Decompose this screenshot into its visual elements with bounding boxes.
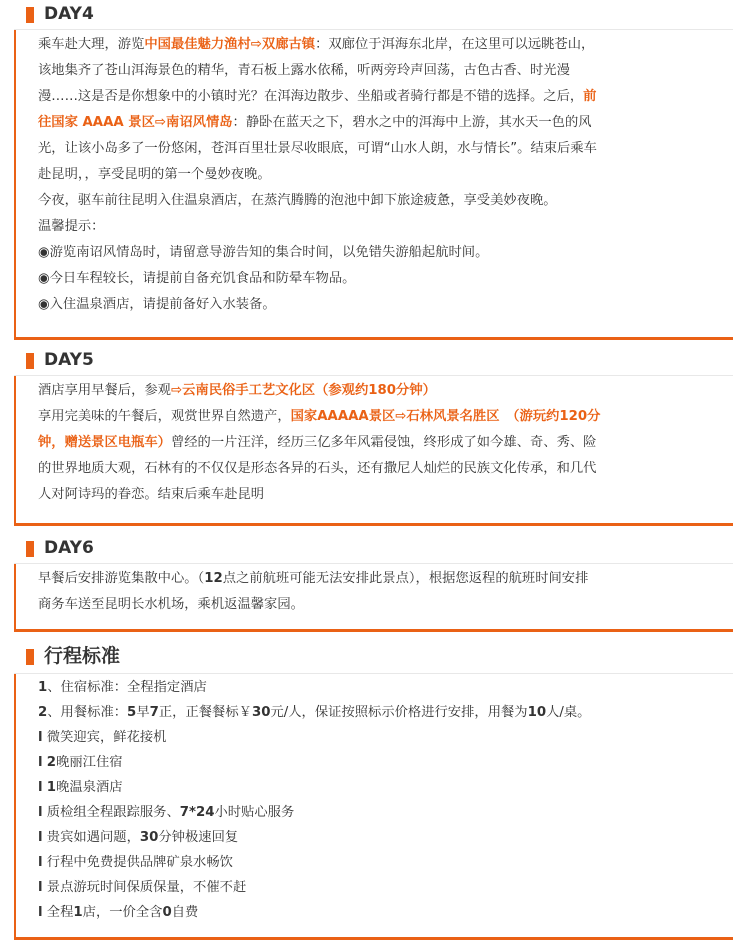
day5-section — [14, 346, 733, 526]
standard-item-9: l 景点游玩时间保质保量，不催不赶 — [38, 880, 247, 895]
day4-line-6: 赴昆明，，享受昆明的第一个曼妙夜晚。 — [38, 167, 271, 182]
day4-tip-1: ◉游览南诏风情岛时，请留意导游告知的集合时间，以免错失游船起航时间。 — [38, 245, 489, 260]
day5-header — [14, 346, 733, 376]
standard-item-10: l 全程1店，一价全含0自费 — [38, 905, 199, 920]
standard-body — [14, 674, 733, 940]
standard-header — [14, 640, 733, 674]
section-marker-icon — [26, 353, 34, 369]
standard-item-7: l 贵宾如遇问题，30分钟极速回复 — [38, 830, 239, 845]
day5-line-1: 酒店享用早餐后，参观⇨云南民俗手工艺文化区（参观约180分钟） — [38, 383, 436, 398]
day5-line-2: 享用完美味的午餐后，观赏世界自然遗产，国家AAAAA景区⇨石林风景名胜区 （游玩约120分 — [38, 409, 601, 424]
standard-title: 行程标准 — [44, 645, 121, 667]
day5-line-3: 钟，赠送景区电瓶车）曾经的一片汪洋，经历三亿多年风霜侵蚀，终形成了如今雄、奇、秀、险 — [38, 435, 597, 450]
day4-line-1: 乘车赴大理，游览中国最佳魅力渔村⇨双廊古镇：双廊位于洱海东北岸，在这里可以远眺苍山， — [38, 37, 595, 52]
section-marker-icon — [26, 649, 34, 665]
standard-item-6: l 质检组全程跟踪服务、7*24小时贴心服务 — [38, 805, 295, 820]
section-marker-icon — [26, 7, 34, 23]
day4-title: DAY4 — [44, 4, 94, 24]
standard-item-2: 2、用餐标准：5早7正，正餐餐标￥30元/人，保证按照标示价格进行安排，用餐为10人/桌。 — [38, 705, 591, 720]
day4-body — [14, 30, 733, 340]
day6-line-1: 早餐后安排游览集散中心。（12点之前航班可能无法安排此景点），根据您返程的航班时间安排 — [38, 571, 589, 586]
day5-line-4: 的世界地质大观，石林有的不仅仅是形态各异的石头，还有撒尼人灿烂的民族文化传承，和几代 — [38, 461, 597, 476]
day6-body — [14, 564, 733, 632]
day6-section — [14, 534, 733, 632]
day4-header — [14, 0, 733, 30]
day4-line-4: 往国家 AAAA 景区⇨南诏风情岛：静卧在蓝天之下，碧水之中的洱海中上游，其水天一色的风 — [38, 115, 592, 130]
day6-header — [14, 534, 733, 564]
standard-item-5: l 1晚温泉酒店 — [38, 780, 123, 795]
standard-item-8: l 行程中免费提供品牌矿泉水畅饮 — [38, 855, 233, 870]
day5-body — [14, 376, 733, 526]
day5-line-5: 人对阿诗玛的眷恋。结束后乘车赴昆明 — [38, 487, 265, 502]
standard-item-3: l 微笑迎宾，鲜花接机 — [38, 730, 167, 745]
day4-tip-2: ◉今日车程较长，请提前自备充饥食品和防晕车物品。 — [38, 271, 356, 286]
day4-line-8: 温馨提示： — [38, 219, 105, 234]
standard-item-1: 1、住宿标准：全程指定酒店 — [38, 680, 207, 695]
day4-tip-3: ◉入住温泉酒店，请提前备好入水装备。 — [38, 297, 276, 312]
standard-item-4: l 2晚丽江住宿 — [38, 755, 123, 770]
day6-line-2: 商务车送至昆明长水机场，乘机返温馨家园。 — [38, 597, 304, 612]
day5-title: DAY5 — [44, 350, 94, 370]
section-marker-icon — [26, 541, 34, 557]
day4-line-7: 今夜，驱车前往昆明入住温泉酒店，在蒸汽腾腾的泡池中卸下旅途疲惫，享受美妙夜晚。 — [38, 193, 557, 208]
day4-line-3: 漫……这是否是你想象中的小镇时光？在洱海边散步、坐船或者骑行都是不错的选择。之后，前 — [38, 89, 597, 104]
day4-line-5: 光，让该小岛多了一份悠闲，苍洱百里壮景尽收眼底，可谓“山水人朗，水与情长”。结束后乘车 — [38, 141, 597, 156]
day6-title: DAY6 — [44, 538, 94, 558]
standard-section — [14, 640, 733, 940]
day4-line-2: 该地集齐了苍山洱海景色的精华，青石板上露水依稀，听两旁玲声回荡，古色古香、时光漫 — [38, 63, 570, 78]
day4-section — [14, 0, 733, 340]
